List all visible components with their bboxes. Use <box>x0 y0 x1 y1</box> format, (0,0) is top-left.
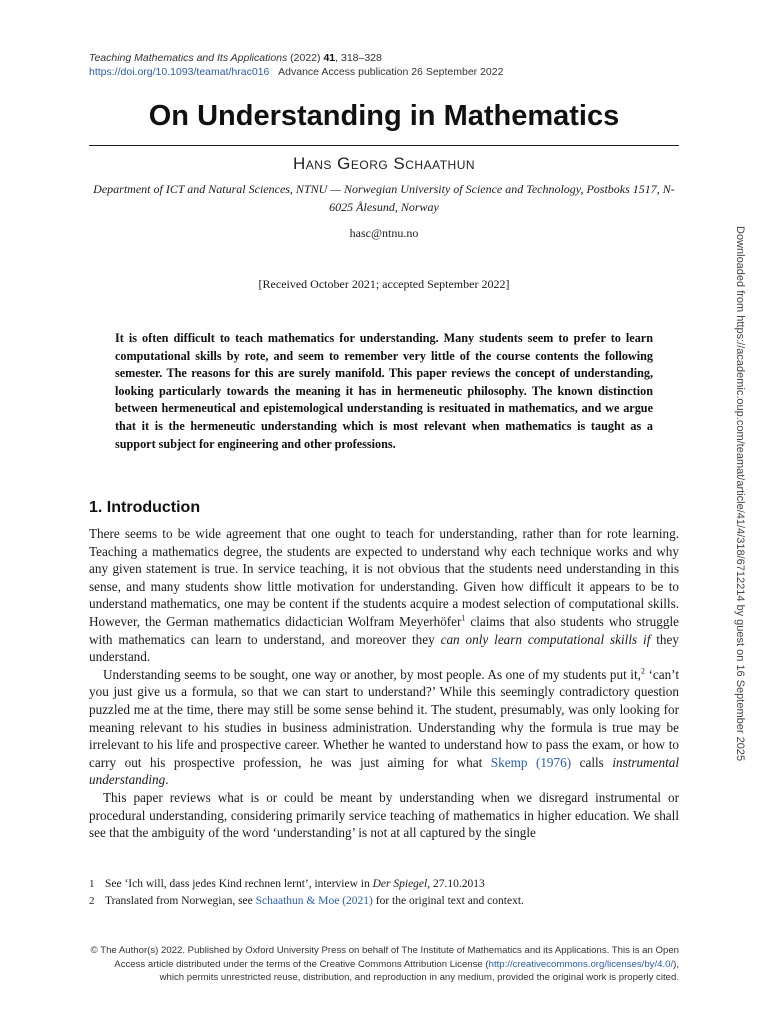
download-watermark: Downloaded from https://academic.oup.com/teamat/article/41/4/318/6712214 by guest on 16 September 2025 <box>734 226 746 762</box>
paragraph-text: . <box>165 772 169 788</box>
paragraph-text: Understanding seems to be sought, one way or another, by most people. As one of my students put it, <box>103 666 641 682</box>
access-publication: Advance Access publication 26 September 2022 <box>278 66 504 78</box>
journal-name: Teaching Mathematics and Its Applications <box>89 52 288 64</box>
footnotes <box>89 876 679 910</box>
emphasis: can only learn computational skills if <box>440 631 651 647</box>
section-heading: 1. Introduction <box>89 499 201 516</box>
license-link[interactable]: http://creativecommons.org/licenses/by/4.0/ <box>488 958 674 970</box>
paragraph-text: ‘can’t you just give us a formula, so that we can start to understand?’ While this seemingly contradictory question puzzled me at the time, there may still be some sense behind it. The student, presumably, was only looking for meaning relevant to his studies in business administration. Understanding why the formula is true may be irrelevant to his life and prospective career. Whether he wanted to understand how to pass the exam, or how to carry out his prospective profession, he was just aiming for what <box>89 666 679 770</box>
paper-title: On Understanding in Mathematics <box>148 100 620 132</box>
journal-volume: 41 <box>323 52 336 64</box>
paragraph-text: calls <box>571 754 613 770</box>
received-dates: [Received October 2021; accepted September 2022] <box>258 277 510 291</box>
paragraph <box>89 525 679 666</box>
license-text: ), which permits unrestricted reuse, distribution, and reproduction in any medium, provided the original work is properly cited. <box>159 958 679 984</box>
footnote-mark: 1 <box>89 878 95 890</box>
author-affiliation: Department of ICT and Natural Sciences, NTNU — Norwegian University of Science and Technology, Postboks 1517, N-6025 Ålesund, Norway <box>93 182 675 214</box>
paragraph <box>89 666 679 789</box>
paragraph-text: There seems to be wide agreement that one ought to teach for understanding, rather than for rote learning. Teaching a mathematics degree, the students are expected to understand why each technique works and why any given statement is true. In service teaching, it is not obvious that the students need understanding in this sense, and many students show little motivation for understanding. Given how difficult it appears to be to understand mathematics, one may be content if the students acquire a modest selection of computational skills. However, the German mathematics didactician Wolfram Meyerhöfer <box>89 526 679 629</box>
footnote <box>89 893 679 910</box>
journal-citation <box>89 51 503 65</box>
journal-doi-line <box>89 65 503 79</box>
title-divider <box>89 145 679 146</box>
footnote-mark: 2 <box>89 895 95 907</box>
footnote-text: Translated from Norwegian, see Schaathun & Moe (2021) for the original text and context. <box>105 895 524 907</box>
license-text: © The Author(s) 2022. Published by Oxford University Press on behalf of The Institute of Mathematics and its Applications. This is an Open Access article distributed under the terms of the Creative Commons Attribution License ( <box>90 945 679 970</box>
license-notice <box>89 944 679 985</box>
author-name: Hans Georg Schaathun <box>292 154 476 173</box>
paragraph-text: they understand. <box>89 631 679 665</box>
doi-link[interactable]: https://doi.org/10.1093/teamat/hrac016 <box>89 66 270 78</box>
body-text <box>89 525 679 842</box>
footnote-ref[interactable]: 2 <box>640 666 645 676</box>
footnote-text: See ‘Ich will, dass jedes Kind rechnen lernt’, interview in Der Spiegel, 27.10.2013 <box>105 878 485 890</box>
emphasis: instrumental understanding <box>89 754 679 788</box>
paragraph <box>89 789 679 842</box>
abstract: It is often difficult to teach mathematics for understanding. Many students seem to prefer to learn computational skills by rote, and seem to remember very little of the course contents the following semester. The reasons for this are surely manifold. This paper reviews the concept of understanding, looking particularly towards the meaning it has in hermeneutic philosophy. The known distinction between hermeneutical and epistemological understanding is resituated in mathematics, and we argue that it is the hermeneutic understanding which is most relevant when mathematics is taught as a support subject for engineering and other professions. <box>115 331 653 451</box>
citation-link[interactable]: Schaathun & Moe (2021) <box>255 895 373 907</box>
journal-header <box>89 51 503 79</box>
citation-link[interactable]: Skemp (1976) <box>490 754 572 770</box>
emphasis: Der Spiegel <box>372 878 428 890</box>
journal-pages: , 318–328 <box>335 52 382 64</box>
author-email: hasc@ntnu.no <box>349 226 419 240</box>
paragraph-text: claims that also students who struggle with mathematics can learn to understand, and moreover they <box>89 613 679 647</box>
footnote-ref[interactable]: 1 <box>461 613 466 623</box>
paragraph-text: This paper reviews what is or could be meant by understanding when we disregard instrumental or procedural understanding, considering primarily service teaching of mathematics in higher education. We shall see that the ambiguity of the word ‘understanding’ is not at all captured by the single <box>89 789 679 841</box>
footnote <box>89 876 679 893</box>
journal-year: (2022) <box>290 52 321 64</box>
